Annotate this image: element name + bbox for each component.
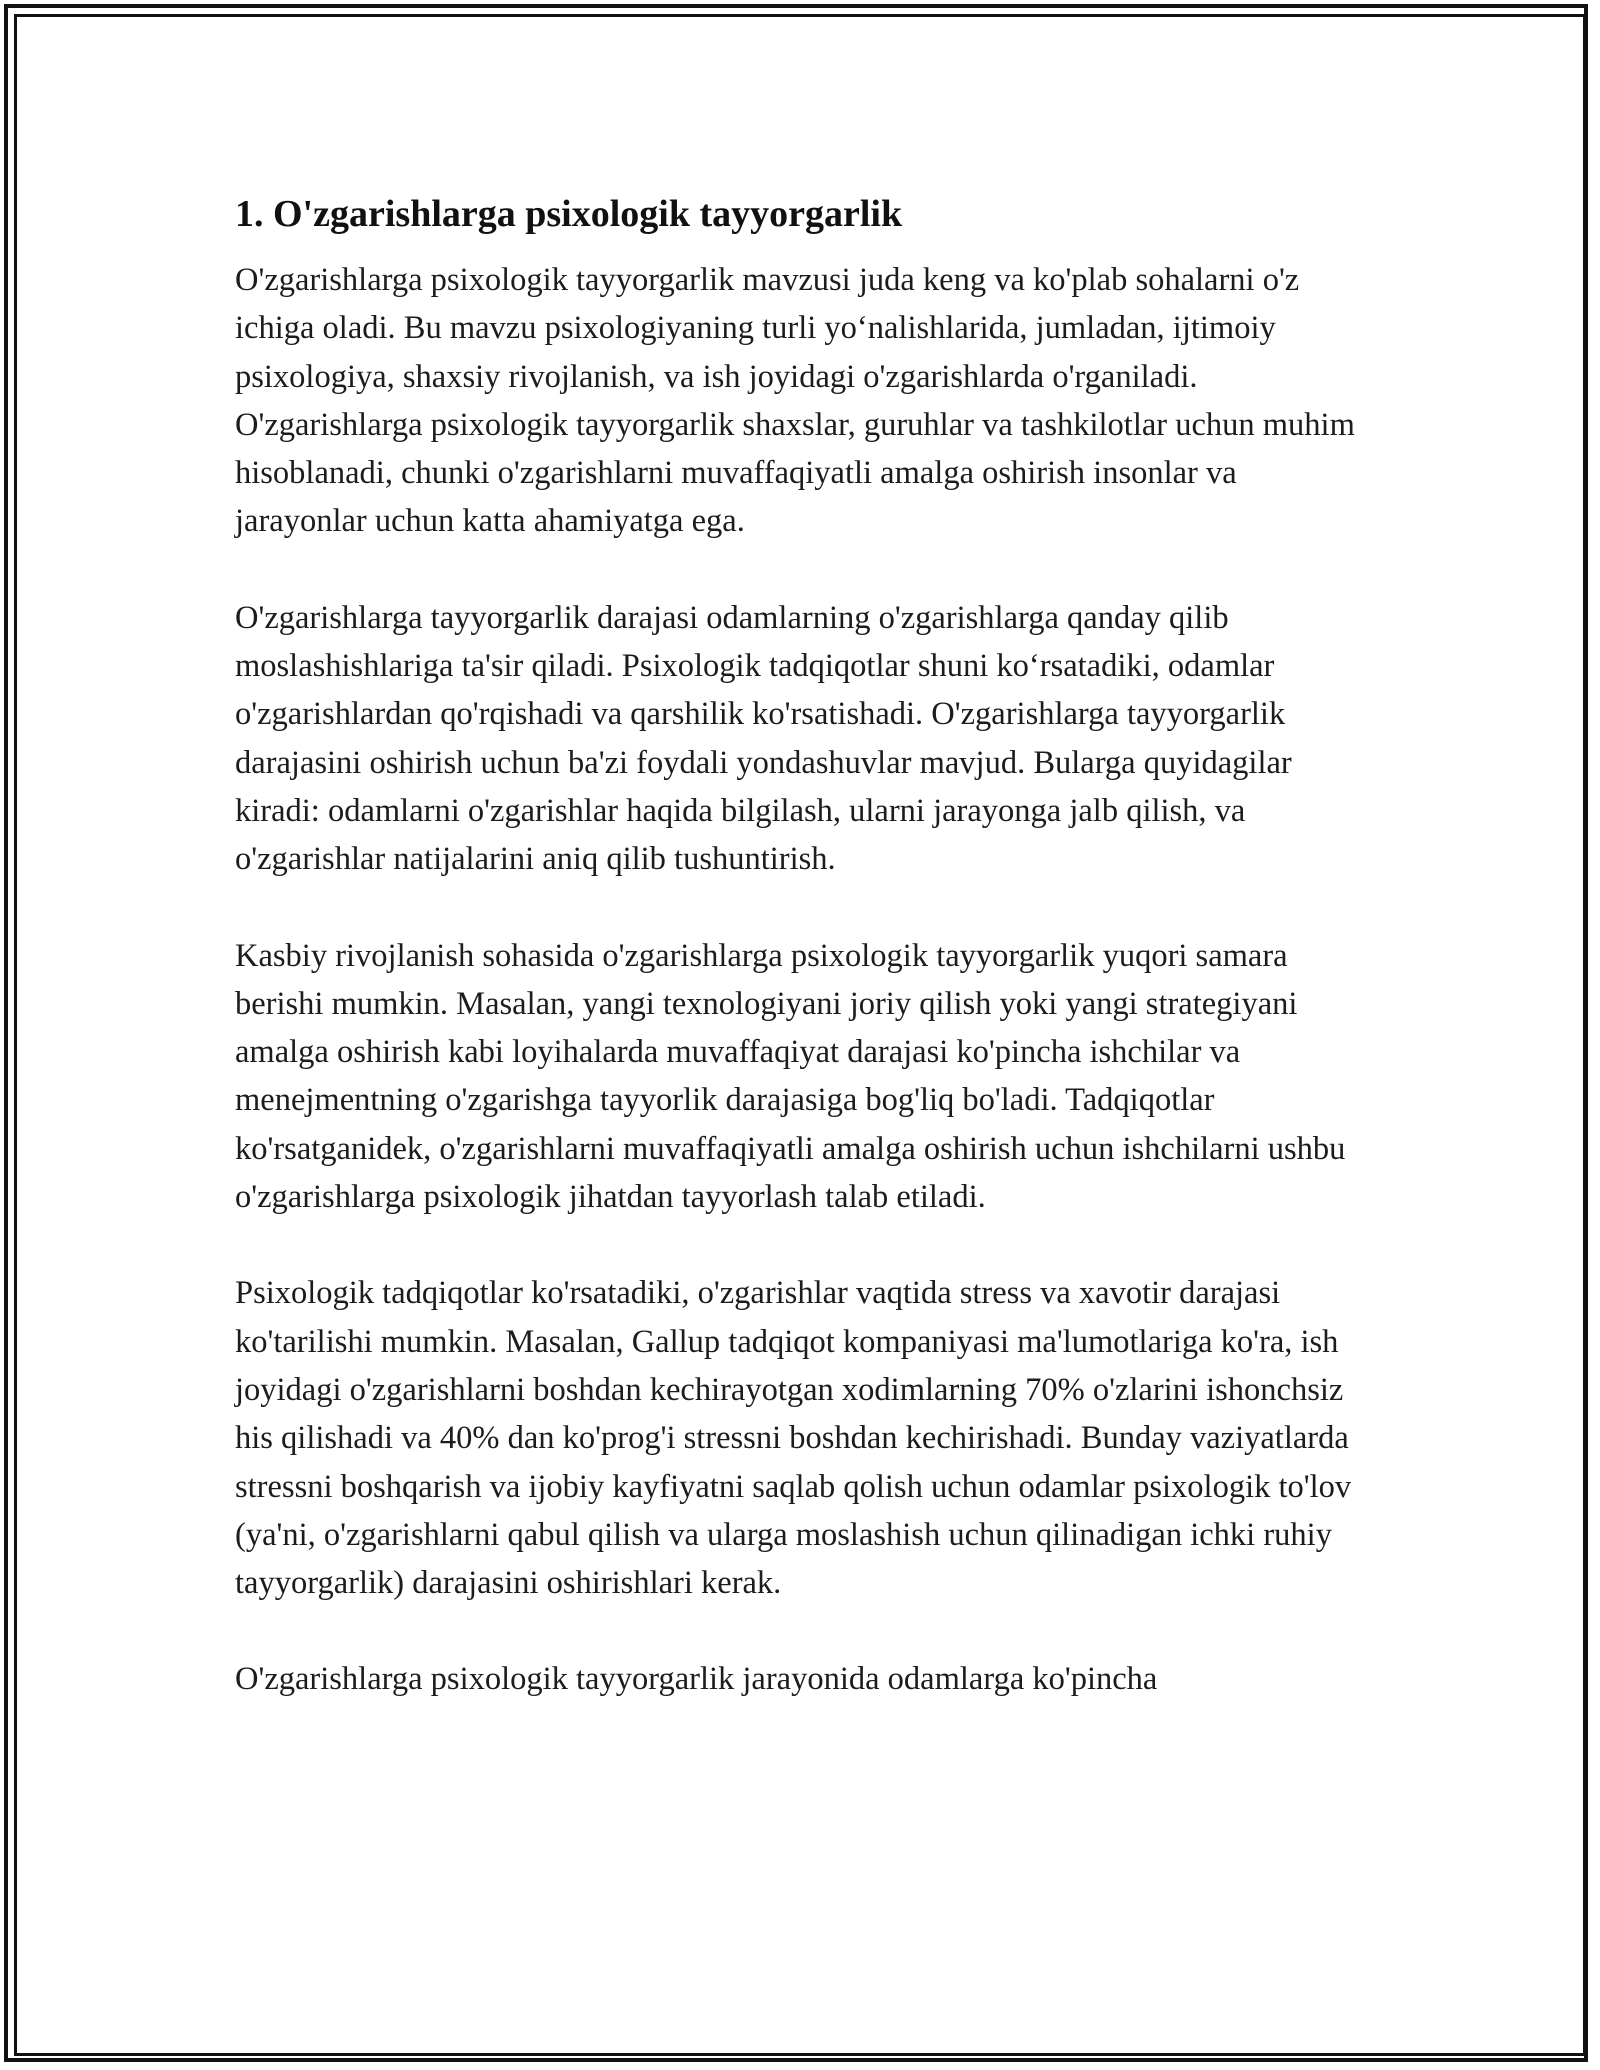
paragraph-3: Kasbiy rivojlanish sohasida o'zgarishlarga psixologik tayyorgarlik yuqori samara berishi mumkin. Masalan, yangi texnologiyani joriy qilish yoki yangi strategiyani amalga oshirish kabi loyihalarda muvaffaqiyat darajasi ko'pincha ishchilar va menejmentning o'zgarishga tayyorlik darajasiga bog'liq bo'ladi. Tadqiqotlar ko'rsatganidek, o'zgarishlarni muvaffaqiyatli amalga oshirish uchun ishchilarni ushbu o'zgarishlarga psixologik jihatdan tayyorlash talab etiladi. (235, 937, 1346, 1216)
paragraph-1: O'zgarishlarga psixologik tayyorgarlik mavzusi juda keng va ko'plab sohalarni o'z ichiga oladi. Bu mavzu psixologiyaning turli yo‘nalishlarida, jumladan, ijtimoiy psixologiya, shaxsiy rivojlanish, va ish joyidagi o'zgarishlarda o'rganiladi. O'zgarishlarga psixologik tayyorgarlik shaxslar, guruhlar va tashkilotlar uchun muhim hisoblanadi, chunki o'zgarishlarni muvaffaqiyatli amalga oshirish insonlar va jarayonlar uchun katta ahamiyatga ega. (235, 262, 1355, 540)
section-heading: 1. O'zgarishlarga psixologik tayyorgarlik (235, 193, 903, 235)
paragraph-2: O'zgarishlarga tayyorgarlik darajasi odamlarning o'zgarishlarga qanday qilib moslashishlariga ta'sir qiladi. Psixologik tadqiqotlar shuni ko‘rsatadiki, odamlar o'zgarishlardan qo'rqishadi va qarshilik ko'rsatishadi. O'zgarishlarga tayyorgarlik darajasini oshirish uchun ba'zi foydali yondashuvlar mavjud. Bularga quyidagilar kiradi: odamlarni o'zgarishlar haqida bilgilash, ularni jarayonga jalb qilish, va o'zgarishlar natijalarini aniq qilib tushuntirish. (235, 599, 1292, 878)
paragraph-5: O'zgarishlarga psixologik tayyorgarlik jarayonida odamlarga ko'pincha (235, 1661, 1158, 1698)
paragraph-4: Psixologik tadqiqotlar ko'rsatadiki, o'zgarishlar vaqtida stress va xavotir darajasi ko'tarilishi mumkin. Masalan, Gallup tadqiqot kompaniyasi ma'lumotlariga ko'ra, ish joyidagi o'zgarishlarni boshdan kechirayotgan xodimlarning 70% o'zlarini ishonchsiz his qilishadi va 40% dan ko'prog'i stressni boshdan kechirishadi. Bunday vaziyatlarda stressni boshqarish va ijobiy kayfiyatni saqlab qolish uchun odamlar psixologik to'lov (ya'ni, o'zgarishlarni qabul qilish va ularga moslashish uchun qilinadigan ichki ruhiy tayyorgarlik) darajasini oshirishlari kerak. (235, 1275, 1352, 1602)
document-body (235, 190, 1375, 1704)
